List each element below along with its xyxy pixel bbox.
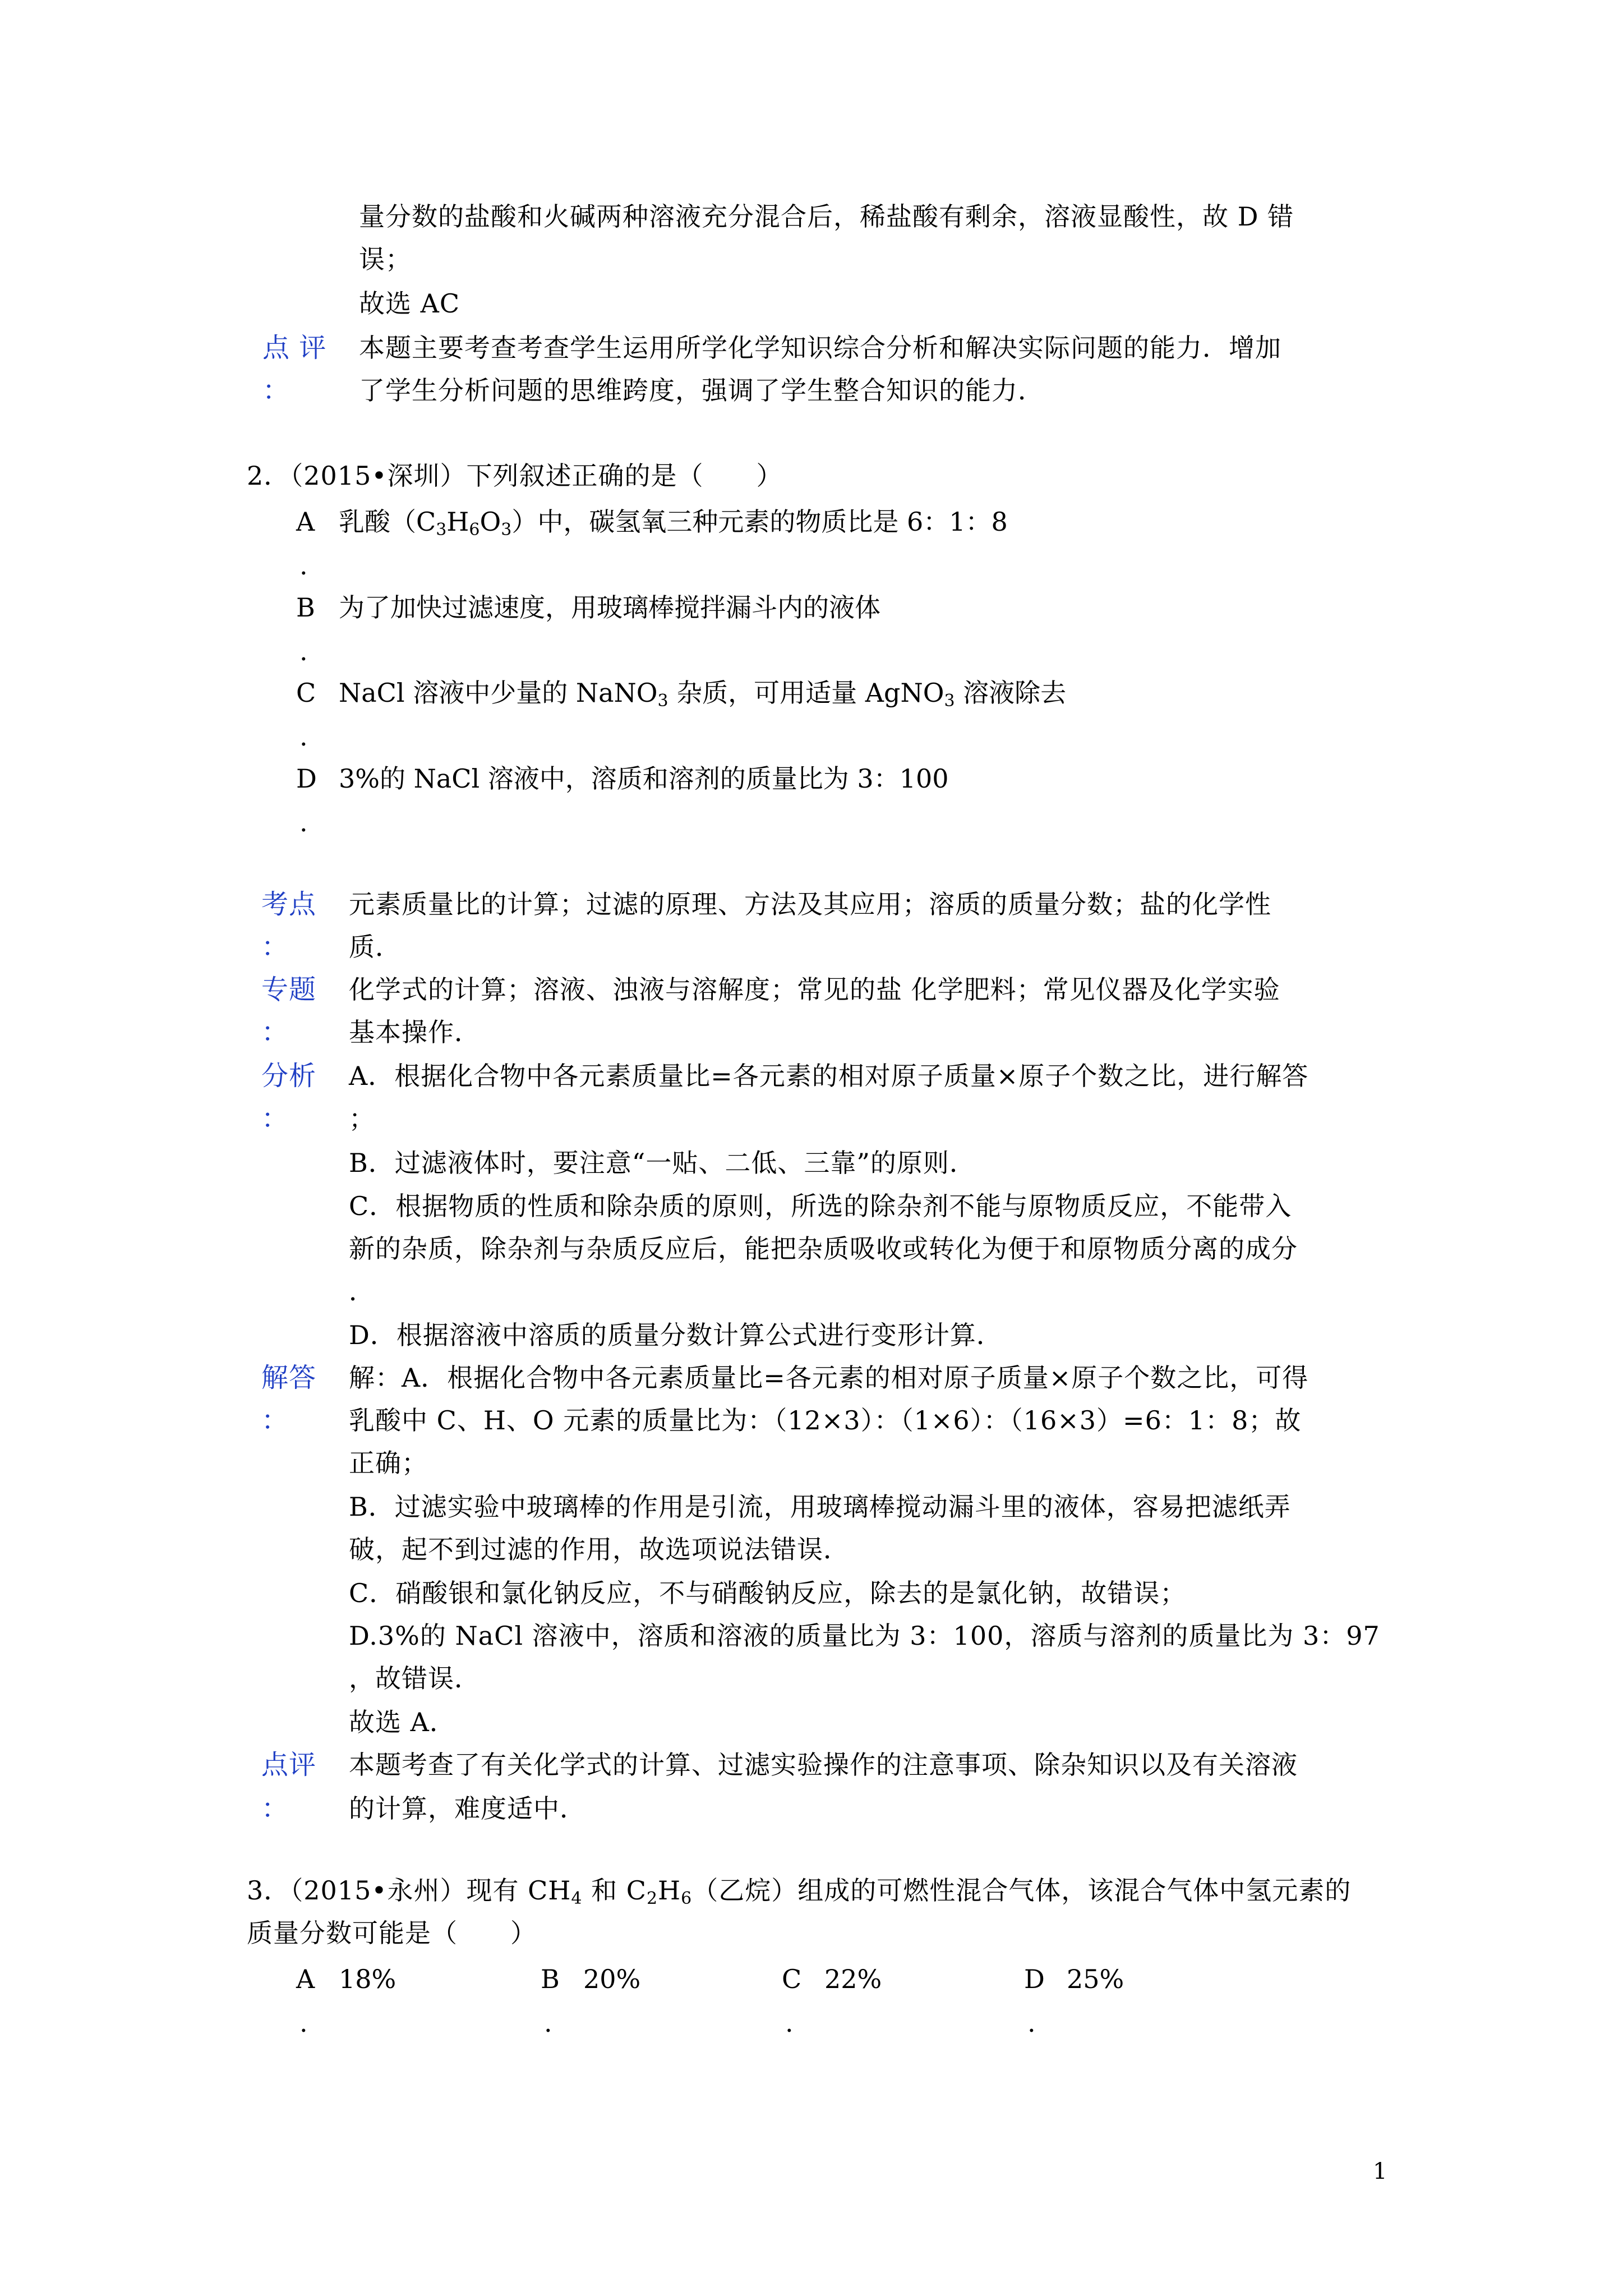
- q3-option-b-value: 20%: [583, 1964, 641, 1994]
- q3-option-c-dot: .: [785, 2008, 794, 2038]
- q1-answer-conclusion: 故选 AC: [359, 288, 460, 319]
- jieda-line: 乳酸中 C、H、O 元素的质量比为：（12×3）：（1×6）：（16×3）=6：1：8；故: [349, 1405, 1302, 1435]
- fenxi-line: D．根据溶液中溶质的质量分数计算公式进行变形计算．: [349, 1320, 1003, 1350]
- zhuanti-colon: ：: [261, 1016, 289, 1048]
- dianping-text: 的计算，难度适中．: [349, 1793, 586, 1824]
- q2-option-a-letter: A: [296, 507, 315, 537]
- q2-option-d-text: 3%的 NaCl 溶液中，溶质和溶剂的质量比为 3：100: [339, 763, 949, 794]
- q3-option-d-value: 25%: [1067, 1964, 1124, 1994]
- q2-option-b-letter: B: [296, 592, 315, 623]
- q1-comment-label: 点 评: [262, 332, 327, 364]
- q1-comment-text: 了学生分析问题的思维跨度，强调了学生整合知识的能力．: [359, 375, 1044, 406]
- q2-option-b-dot: .: [299, 636, 308, 666]
- fenxi-line: ．: [349, 1276, 375, 1306]
- kaodian-colon: ：: [261, 931, 289, 963]
- q2-option-a-dot: .: [299, 550, 308, 581]
- q2-option-b-text: 为了加快过滤速度，用玻璃棒搅拌漏斗内的液体: [339, 592, 880, 623]
- kaodian-text: 质．: [349, 932, 402, 962]
- zhuanti-label: 专题: [261, 974, 317, 1005]
- jieda-line: 解：A．根据化合物中各元素质量比=各元素的相对原子质量×原子个数之比，可得: [349, 1363, 1309, 1393]
- jieda-line: C．硝酸银和氯化钠反应，不与硝酸钠反应，除去的是氯化钠，故错误；: [349, 1578, 1187, 1608]
- q3-option-a-letter: A: [296, 1964, 315, 1994]
- q1-answer-line: 量分数的盐酸和火碱两种溶液充分混合后，稀盐酸有剩余，溶液显酸性，故 D 错: [359, 201, 1294, 232]
- jieda-label: 解答: [261, 1362, 317, 1393]
- fenxi-line: 新的杂质，除杂剂与杂质反应后，能把杂质吸收或转化为便于和原物质分离的成分: [349, 1234, 1298, 1264]
- jieda-line: 破，起不到过滤的作用，故选项说法错误．: [349, 1534, 850, 1565]
- fenxi-line: ；: [349, 1103, 375, 1134]
- q2-option-d-dot: .: [299, 807, 308, 838]
- q2-option-c-letter: C: [296, 678, 316, 708]
- fenxi-label: 分析: [261, 1060, 317, 1092]
- q2-option-d-letter: D: [296, 763, 317, 794]
- q1-answer-line: 误；: [359, 244, 412, 274]
- fenxi-line: C．根据物质的性质和除杂质的原则，所选的除杂剂不能与原物质反应，不能带入: [349, 1191, 1292, 1221]
- dianping-text: 本题考查了有关化学式的计算、过滤实验操作的注意事项、除杂知识以及有关溶液: [349, 1750, 1298, 1780]
- q2-option-a-text: 乳酸$(C_3H_6O_3)$中，碳氢氧三种元素的物质比是 6：1：8: [339, 507, 1008, 540]
- kaodian-text: 元素质量比的计算；过滤的原理、方法及其应用；溶质的质量分数；盐的化学性: [349, 889, 1271, 919]
- jieda-line: 故选 A．: [349, 1707, 456, 1737]
- q3-option-a-dot: .: [299, 2008, 308, 2038]
- q3-option-b-letter: B: [541, 1964, 560, 1994]
- q3-option-d-dot: .: [1027, 2008, 1036, 2038]
- jieda-line: ，故错误．: [349, 1663, 481, 1694]
- q3-option-c-letter: C: [782, 1964, 802, 1994]
- q2-option-c-dot: .: [299, 721, 308, 752]
- q1-comment-text: 本题主要考查考查学生运用所学化学知识综合分析和解决实际问题的能力．增加: [359, 333, 1281, 363]
- fenxi-colon: ：: [261, 1103, 289, 1134]
- jieda-colon: ：: [261, 1405, 289, 1436]
- jieda-line: B．过滤实验中玻璃棒的作用是引流，用玻璃棒搅动漏斗里的液体，容易把滤纸弄: [349, 1492, 1291, 1522]
- q3-option-d-letter: D: [1024, 1964, 1045, 1994]
- dianping-label: 点评: [261, 1749, 317, 1780]
- q3-stem-line2: 质量分数可能是（ ）: [247, 1918, 537, 1948]
- q1-comment-colon: ：: [262, 375, 291, 406]
- zhuanti-text: 化学式的计算；溶液、浊液与溶解度；常见的盐 化学肥料；常见仪器及化学实验: [349, 974, 1280, 1005]
- page-number: 1: [1373, 2159, 1387, 2184]
- zhuanti-text: 基本操作．: [349, 1017, 481, 1047]
- dianping-colon: ：: [261, 1793, 289, 1824]
- q2-option-c-text: NaCl 溶液中少量的 NaNO$_3$ 杂质，可用适量 AgNO$_3$ 溶液除去: [339, 678, 1067, 711]
- q3-option-a-value: 18%: [339, 1964, 396, 1994]
- jieda-line: 正确；: [349, 1448, 428, 1478]
- fenxi-line: B．过滤液体时，要注意“一贴、二低、三靠”的原则．: [349, 1148, 976, 1178]
- q2-stem: 2．（2015•深圳）下列叙述正确的是（ ）: [247, 461, 783, 491]
- q3-option-b-dot: .: [544, 2008, 552, 2038]
- q3-stem: 3．（2015•永州）现有 $CH_4$ 和 $C_2H_6$（乙烷）组成的可燃性混合气体，该混合气体中氢元素的: [247, 1875, 1352, 1908]
- jieda-line: D.3%的 NaCl 溶液中，溶质和溶液的质量比为 3：100，溶质与溶剂的质量比为 3：97: [349, 1621, 1380, 1651]
- q3-option-c-value: 22%: [824, 1964, 882, 1994]
- fenxi-line: A．根据化合物中各元素质量比=各元素的相对原子质量×原子个数之比，进行解答: [349, 1061, 1309, 1091]
- kaodian-label: 考点: [261, 889, 317, 920]
